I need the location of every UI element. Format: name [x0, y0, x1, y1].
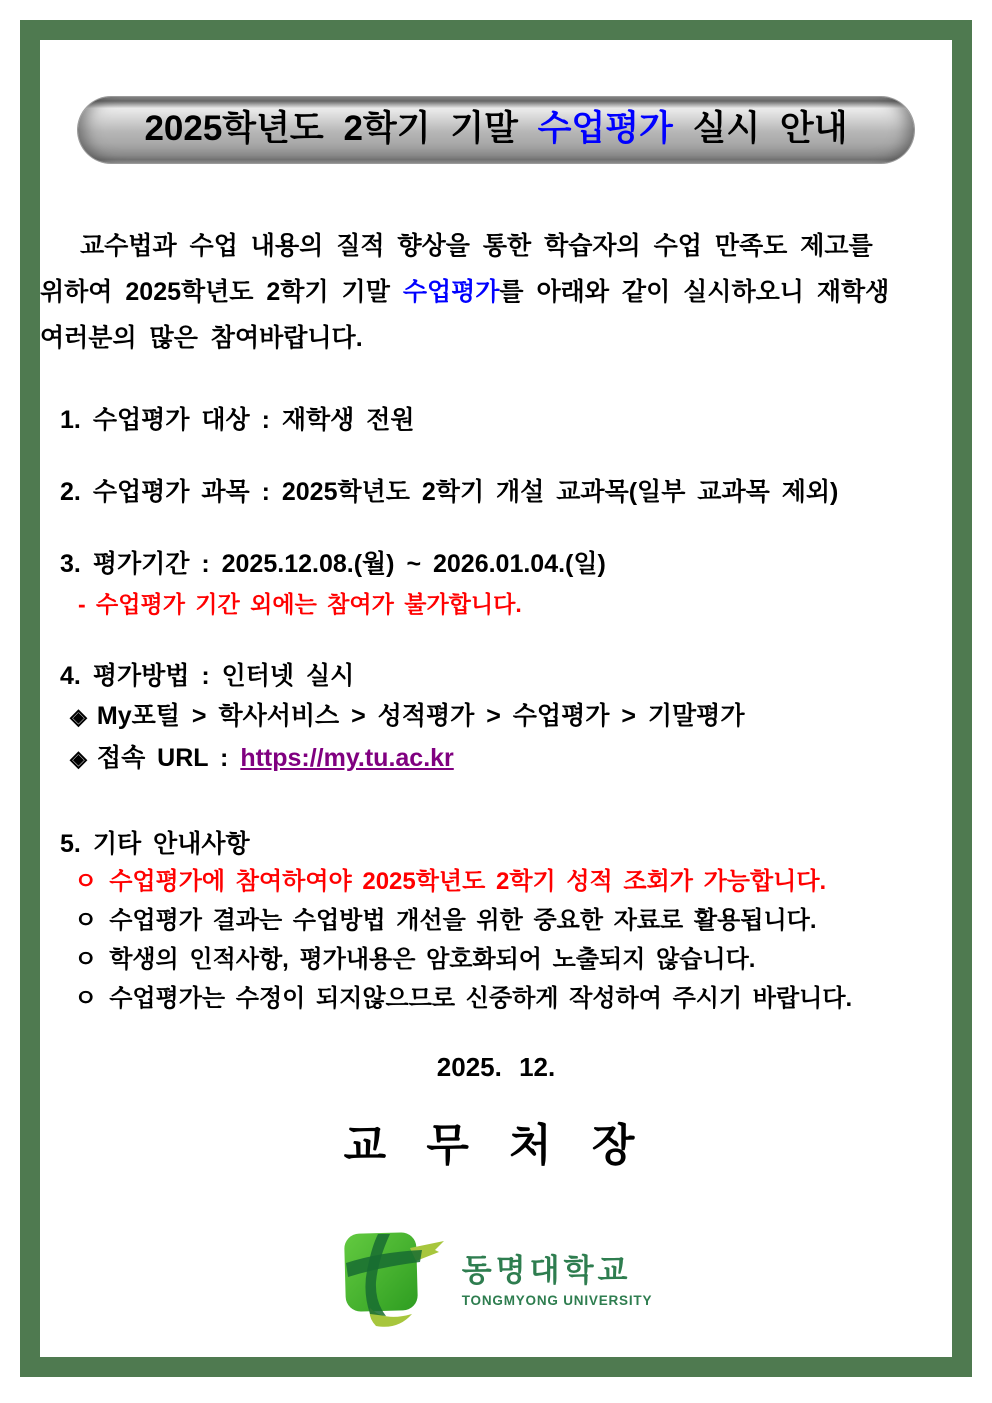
item-3-number: 3. [60, 550, 81, 578]
intro-paragraph [40, 223, 952, 361]
diamond-bullet-icon: ◈ [70, 704, 87, 729]
access-url-line [40, 740, 952, 777]
title-banner [78, 97, 914, 163]
portal-path-line [40, 698, 952, 735]
item-3-text: 평가기간 : 2025.12.08.(월) ~ 2026.01.04.(일) [92, 550, 606, 578]
notice-row [40, 864, 952, 900]
circle-bullet-icon: ㅇ [74, 907, 98, 934]
list-item-5 [40, 827, 952, 861]
list-item-3 [40, 547, 952, 581]
notice-row [40, 903, 952, 939]
banner-title-highlight: 수업평가 [537, 109, 673, 148]
item-4-number: 4. [60, 662, 81, 690]
intro-line-3: 여러분의 많은 참여바랍니다. [40, 324, 363, 352]
university-name-korean: 동명대학교 [461, 1253, 632, 1288]
university-logo [40, 1226, 952, 1335]
notice-text: 수업평가는 수정이 되지않으므로 신중하게 작성하여 주시기 바랍니다. [109, 985, 853, 1012]
item-5-text: 기타 안내사항 [92, 830, 250, 858]
portal-path-text: My포털 > 학사서비스 > 성적평가 > 수업평가 > 기말평가 [96, 702, 745, 730]
circle-bullet-icon: ㅇ [74, 868, 98, 895]
intro-line-1: 교수법과 수업 내용의 질적 향상을 통한 학습자의 수업 만족도 제고를 [80, 232, 873, 260]
item-2-text: 수업평가 과목 : 2025학년도 2학기 개설 교과목(일부 교과목 제외) [92, 478, 839, 506]
item-2-number: 2. [60, 478, 81, 506]
item-5-number: 5. [60, 830, 81, 858]
university-logo-text [462, 1253, 653, 1308]
notice-text: 수업평가 결과는 수업방법 개선을 위한 중요한 자료로 활용됩니다. [109, 907, 817, 934]
issue-date: 2025. 12. [436, 1052, 556, 1082]
intro-highlight: 수업평가 [402, 278, 500, 306]
list-item-1 [40, 403, 952, 437]
circle-bullet-icon: ㅇ [74, 946, 98, 973]
notice-row [40, 981, 952, 1017]
notice-text: 학생의 인적사항, 평가내용은 암호화되어 노출되지 않습니다. [109, 946, 756, 973]
notice-row [40, 942, 952, 978]
item-1-number: 1. [60, 406, 81, 434]
portal-url-link[interactable]: https://my.tu.ac.kr [240, 744, 454, 772]
signature-title: 교 무 처 장 [343, 1121, 649, 1170]
notice-content [40, 40, 952, 1335]
intro-line-2: 위하여 2025학년도 2학기 기말 수업평가를 아래와 같이 실시하오니 재학생 [40, 278, 890, 306]
university-name-english: TONGMYONG UNIVERSITY [461, 1293, 653, 1308]
diamond-bullet-icon: ◈ [70, 746, 87, 771]
item-1-text: 수업평가 대상 : 재학생 전원 [92, 406, 415, 434]
list-item-2 [40, 475, 952, 509]
banner-title-post: 실시 안내 [672, 109, 848, 148]
circle-bullet-icon: ㅇ [74, 985, 98, 1012]
banner-title-pre: 2025학년도 2학기 기말 [144, 109, 538, 148]
list-item-4 [40, 659, 952, 693]
access-url-label: 접속 URL : [96, 744, 241, 772]
item-4-text: 평가방법 : 인터넷 실시 [92, 662, 355, 690]
notice-text: 수업평가에 참여하여야 2025학년도 2학기 성적 조회가 가능합니다. [109, 868, 827, 895]
item-3-warning-note: - 수업평가 기간 외에는 참여가 불가합니다. [78, 591, 522, 617]
tongmyong-logo-mark-icon [340, 1226, 448, 1335]
